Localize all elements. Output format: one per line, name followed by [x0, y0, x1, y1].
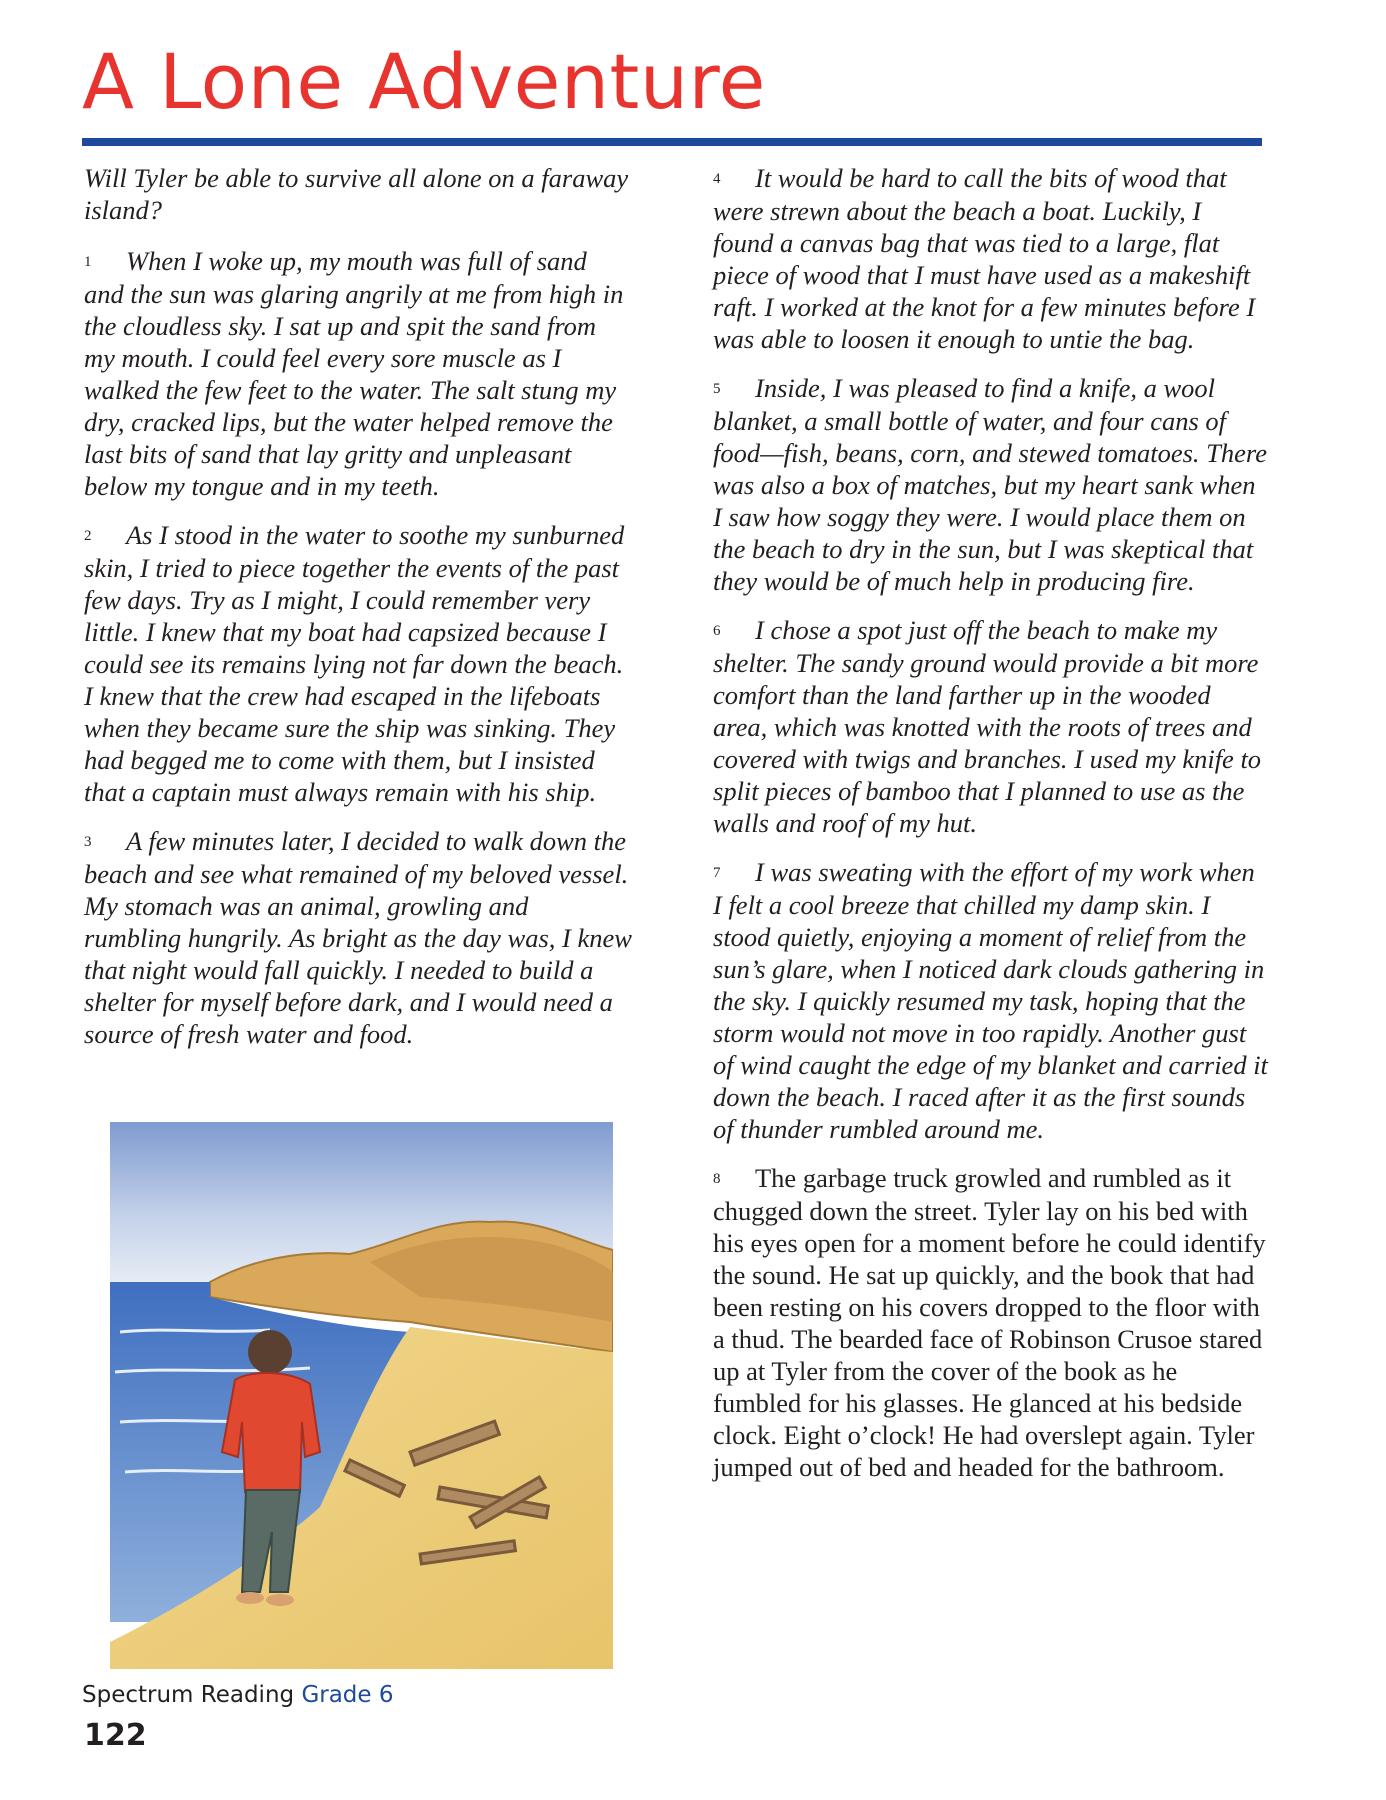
paragraph-number: 6	[713, 623, 721, 639]
right-foot	[266, 1594, 294, 1606]
paragraph-number: 7	[713, 865, 721, 881]
paragraph-number: 4	[713, 171, 721, 187]
paragraph-text: Inside, I was pleased to find a knife, a wool blanket, a small bottle of water, and four cans of food—fish, beans, corn, and stewed tomatoes. There was also a box of matches, but my heart sank when I saw how soggy they were. I would place them on the beach to dry in the sun, but I was skeptical that they would be of much help in producing fire.	[713, 373, 1268, 596]
paragraph-number: 1	[84, 254, 92, 270]
grade-label: Grade 6	[301, 1682, 394, 1708]
title-rule	[82, 138, 1262, 146]
beach-illustration	[110, 1122, 613, 1669]
paragraph-text: I was sweating with the effort of my work when I felt a cool breeze that chilled my damp skin. I stood quietly, enjoying a moment of relief from the sun’s glare, when I noticed dark clouds gathering in the sky. I quickly resumed my task, hoping that the storm would not move in too rapidly. Another gust of wind caught the edge of my blanket and carried it down the beach. I raced after it as the first sounds of thunder rumbled around me.	[713, 857, 1268, 1144]
paragraph	[713, 372, 1268, 597]
paragraph-text: I chose a spot just off the beach to make my shelter. The sandy ground would provide a bit more comfort than the land farther up in the wooded area, which was knotted with the roots of trees and covered with twigs and branches. I used my knife to split pieces of bamboo that I planned to use as the walls and roof of my hut.	[713, 615, 1262, 838]
paragraph-number: 2	[84, 528, 92, 544]
page-number: 122	[84, 1718, 147, 1753]
footer-brand	[82, 1682, 394, 1708]
right-column	[713, 162, 1268, 1500]
head	[248, 1330, 292, 1374]
paragraph	[84, 245, 632, 502]
paragraph-text: As I stood in the water to soothe my sunburned skin, I tried to piece together the events of the past few days. Try as I might, I could remember very little. I knew that my boat had capsized because I could see its remains lying not far down the beach. I knew that the crew had escaped in the lifeboats when they became sure the ship was sinking. They had begged me to come with them, but I insisted that a captain must always remain with his ship.	[84, 520, 625, 807]
brand-name: Spectrum Reading	[82, 1682, 295, 1708]
paragraph-number: 5	[713, 381, 721, 397]
paragraph-text: It would be hard to call the bits of wood that were strewn about the beach a boat. Luckily, I found a canvas bag that was tied to a large, flat piece of wood that I must have used as a makeshift raft. I worked at the knot for a few minutes before I was able to loosen it enough to untie the bag.	[713, 163, 1256, 354]
left-foot	[236, 1592, 264, 1604]
paragraph	[713, 614, 1268, 839]
paragraph-number: 8	[713, 1171, 721, 1187]
paragraph	[713, 856, 1268, 1145]
paragraph-number: 3	[84, 834, 92, 850]
paragraph	[713, 162, 1268, 355]
paragraph-text: A few minutes later, I decided to walk down the beach and see what remained of my beloved vessel. My stomach was an animal, growling and rumbling hungrily. As bright as the day was, I knew that night would fall quickly. I needed to build a shelter for myself before dark, and I would need a source of fresh water and food.	[84, 826, 632, 1049]
page-title: A Lone Adventure	[82, 37, 766, 126]
paragraph	[84, 519, 632, 808]
paragraph-text: When I woke up, my mouth was full of sand and the sun was glaring angrily at me from high in the cloudless sky. I sat up and spit the sand from my mouth. I could feel every sore muscle as I walked the few feet to the water. The salt stung my dry, cracked lips, but the water helped remove the last bits of sand that lay gritty and unpleasant below my tongue and in my teeth.	[84, 246, 624, 501]
left-column	[84, 162, 632, 1067]
paragraph	[713, 1162, 1268, 1483]
intro-question: Will Tyler be able to survive all alone on a faraway island?	[84, 163, 629, 225]
paragraph-text: The garbage truck growled and rumbled as it chugged down the street. Tyler lay on his bed with his eyes open for a moment before he could identify the sound. He sat up quickly, and the book that had been resting on his covers dropped to the floor with a thud. The bearded face of Robinson Crusoe stared up at Tyler from the cover of the book as he fumbled for his glasses. He glanced at his bedside clock. Eight o’clock! He had overslept again. Tyler jumped out of bed and headed for the bathroom.	[713, 1163, 1266, 1482]
paragraph	[84, 825, 632, 1050]
